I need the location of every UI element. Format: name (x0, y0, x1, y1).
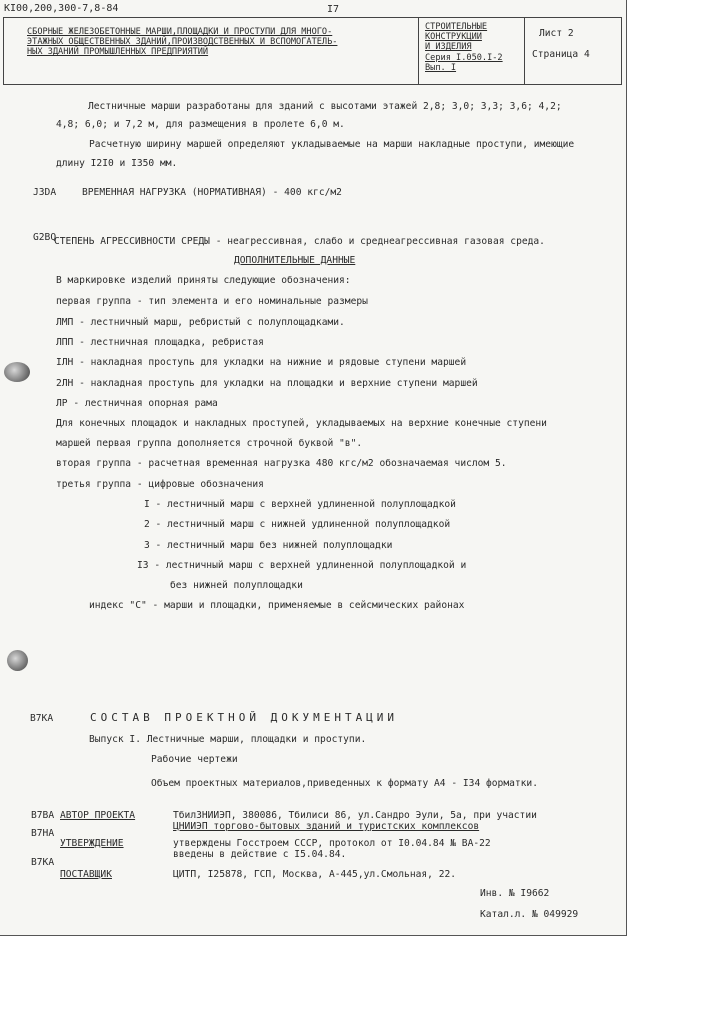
sheet-label: Лист 2 (539, 28, 574, 39)
supplier-text: ЦИТП, I25878, ГСП, Москва, А-445,ул.Смольная, 22. (173, 869, 457, 880)
extra-line-4: ЛПП - лестничная площадка, ребристая (56, 337, 264, 348)
document-code: КI00,200,300-7,8-84 (4, 3, 119, 14)
extra-line-10: вторая группа - расчетная временная нагрузка 480 кгс/м2 обозначаемая числом 5. (56, 458, 507, 469)
inventory-number: Инв. № I9662 (480, 888, 550, 899)
group-4: I3 - лестничный марш с верхней удлиненной полуплощадкой и (137, 560, 467, 571)
punch-hole-top (4, 362, 30, 382)
intro-line-4: длину I2I0 и I350 мм. (56, 158, 178, 169)
documentation-code: В7КА (30, 713, 54, 724)
documentation-line-2: Рабочие чертежи (151, 754, 238, 765)
extra-line-2: первая группа - тип элемента и его номинальные размеры (56, 296, 368, 307)
intro-line-3: Расчетную ширину маршей определяют укладываемые на марши накладные проступи, имеющие (89, 139, 575, 150)
author-code: В7ВА (31, 810, 55, 821)
title-line-2: ЭТАЖНЫХ ОБЩЕСТВЕННЫХ ЗДАНИЙ,ПРОИЗВОДСТВЕННЫХ И ВСПОМОГАТЕЛЬ- (27, 37, 338, 47)
documentation-title: СОСТАВ ПРОЕКТНОЙ ДОКУМЕНТАЦИИ (90, 711, 399, 724)
supplier-label: ПОСТАВЩИК (60, 869, 112, 880)
section-line-3: И ИЗДЕЛИЯ (425, 42, 472, 52)
group-1: I - лестничный марш с верхней удлиненной полуплощадкой (144, 499, 456, 510)
approval-label: УТВЕРЖДЕНИЕ (60, 838, 124, 849)
group-4-continued: без нижней полуплощадки (170, 580, 303, 591)
load-text: ВРЕМЕННАЯ НАГРУЗКА (НОРМАТИВНАЯ) - 400 кгс/м2 (82, 187, 342, 198)
section-line-2: КОНСТРУКЦИИ (425, 32, 482, 42)
group-2: 2 - лестничный марш с нижней удлиненной полуплощадкой (144, 519, 451, 530)
page-number: I7 (327, 4, 340, 15)
extra-line-8: Для конечных площадок и накладных проступей, укладываемых на верхние конечные ступени (56, 418, 547, 429)
punch-hole-bottom (7, 650, 28, 671)
extra-line-6: 2ЛН - накладная проступь для укладки на площадки и верхние ступени маршей (56, 378, 478, 389)
series-number: Серия I.050.I-2 (425, 53, 503, 63)
approval-code: В7НА (31, 828, 55, 839)
load-code: J3DA (33, 187, 57, 198)
env-text: СТЕПЕНЬ АГРЕССИВНОСТИ СРЕДЫ - неагрессивная, слабо и среднеагрессивная газовая среда. (54, 236, 545, 247)
documentation-line-1: Выпуск I. Лестничные марши, площадки и проступи. (89, 734, 367, 745)
title-line-3: НЫХ ЗДАНИЙ ПРОМЫШЛЕННЫХ ПРЕДПРИЯТИЙ (27, 47, 209, 57)
approval-line-2: введены в действие с I5.04.84. (173, 849, 347, 860)
documentation-line-3: Объем проектных материалов,приведенных к формату А4 - I34 форматки. (151, 778, 538, 789)
extra-line-3: ЛМП - лестничный марш, ребристый с полуплощадками. (56, 317, 345, 328)
approval-line-1: утверждены Госстроем СССР, протокол от I0.04.84 № ВА-22 (173, 838, 491, 849)
supplier-code: В7КА (31, 857, 55, 868)
extra-line-9: маршей первая группа дополняется строчной буквой "в". (56, 438, 363, 449)
catalog-number: Катал.л. № 049929 (480, 909, 579, 920)
page-label: Страница 4 (532, 49, 590, 60)
extra-line-7: ЛР - лестничная опорная рама (56, 398, 218, 409)
author-line-1: ТбилЗНИИЭП, 380086, Тбилиси 86, ул.Сандро Эули, 5а, при участии (173, 810, 537, 821)
title-line-1: СБОРНЫЕ ЖЕЛЕЗОБЕТОННЫЕ МАРШИ,ПЛОЩАДКИ И ПРОСТУПИ ДЛЯ МНОГО- (27, 27, 333, 37)
author-line-2: ЦНИИЭП торгово-бытовых зданий и туристских комплексов (173, 821, 480, 832)
index-line: индекс "С" - марши и площадки, применяемые в сейсмических районах (89, 600, 465, 611)
title-block (3, 17, 622, 85)
env-code: G2BQ (33, 232, 57, 243)
group-3: 3 - лестничный марш без нижней полуплощадки (144, 540, 393, 551)
author-label: АВТОР ПРОЕКТА (60, 810, 136, 821)
intro-line-1: Лестничные марши разработаны для зданий с высотами этажей 2,8; 3,0; 3,3; 3,6; 4,2; (88, 101, 562, 112)
extra-data-title: ДОПОЛНИТЕЛЬНЫЕ ДАННЫЕ (234, 255, 356, 266)
section-line-1: СТРОИТЕЛЬНЫЕ (425, 22, 488, 32)
intro-line-2: 4,8; 6,0; и 7,2 м, для размещения в пролете 6,0 м. (56, 119, 345, 130)
issue-number: Вып. I (425, 63, 457, 73)
extra-line-1: В маркировке изделий приняты следующие обозначения: (56, 275, 351, 286)
extra-line-11: третья группа - цифровые обозначения (56, 479, 264, 490)
extra-line-5: ІЛН - накладная проступь для укладки на нижние и рядовые ступени маршей (56, 357, 467, 368)
